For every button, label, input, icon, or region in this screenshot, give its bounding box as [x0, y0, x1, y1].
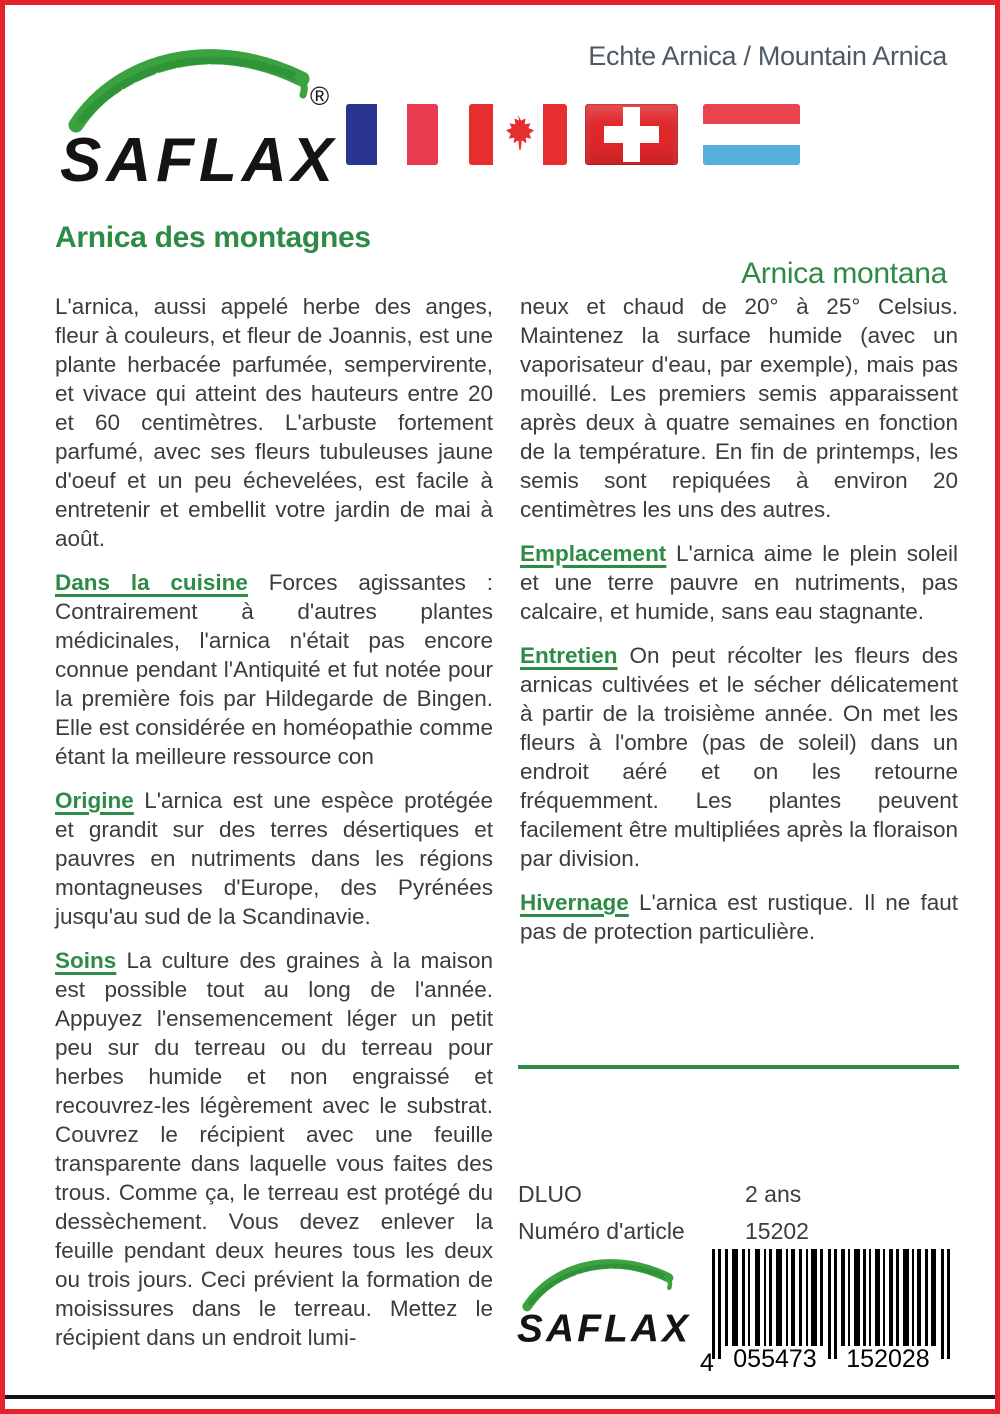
section-emplacement [520, 539, 958, 626]
barcode-right-digits: 152028 [846, 1345, 930, 1373]
registered-mark-icon: ® [310, 81, 330, 111]
barcode-prefix-digit: 4 [700, 1349, 714, 1375]
section-heading-entretien: Entretien [520, 643, 618, 668]
left-text-column [55, 292, 493, 1352]
ean-barcode [698, 1245, 963, 1380]
section-text-origine: L'arnica est une espèce protégée et grandit sur des terres désertiques et pauvres en nutriments dans les régions montagneuses d'Europe, des Pyrénées jusqu'au sud de la Scandinavie. [55, 788, 493, 929]
article-number-value: 15202 [745, 1218, 809, 1244]
right-text-column [520, 292, 958, 946]
detail-row-dluo [518, 1181, 959, 1208]
maple-leaf-icon [495, 112, 541, 158]
dluo-label: DLUO [518, 1181, 582, 1207]
bottom-cut-line [5, 1395, 995, 1399]
flag-canada-icon [469, 104, 567, 165]
product-details [518, 1181, 959, 1255]
common-names-subtitle: Echte Arnica / Mountain Arnica [588, 41, 947, 71]
flag-switzerland-icon [585, 104, 678, 165]
section-heading-soins: Soins [55, 948, 117, 973]
section-heading-cuisine: Dans la cuisine [55, 570, 248, 595]
barcode-left-digits: 055473 [733, 1345, 817, 1373]
article-number-label: Numéro d'article [518, 1218, 685, 1244]
section-heading-origine: Origine [55, 788, 134, 813]
section-heading-hivernage: Hivernage [520, 890, 629, 915]
section-soins [55, 946, 493, 1352]
continuation-paragraph: neux et chaud de 20° à 25° Celsius. Maintenez la surface humide (avec un vaporisateur d'eau, par exemple), mais pas mouillé. Les premiers semis apparaissent après deux à quatre semaines en fonction de la température. En fin de printemps, les semis sont repiquées à environ 20 centimètres les uns des autres. [520, 294, 958, 522]
detail-row-article-number [518, 1218, 959, 1245]
section-text-cuisine: Forces agissantes : Contrairement à d'autres plantes médicinales, l'arnica n'était pas encore connue pendant l'Antiquité et fut notée pour la première fois par Hildegarde de Bingen. Elle est considérée en homéopathie comme étant la meilleure ressource con [55, 570, 493, 769]
section-hivernage [520, 888, 958, 946]
flag-france-icon [346, 104, 438, 165]
section-text-entretien: On peut récolter les fleurs des arnicas cultivées et le sécher délicatement à partir de la troisième année. On met les fleurs à l'ombre (pas de soleil) dans un endroit aéré et on les retourne fréquemment. Les plantes peuvent facilement être multipliées après la floraison par division. [520, 643, 958, 871]
saflax-logo [60, 33, 360, 193]
green-divider-rule [518, 1065, 959, 1069]
section-text-emplacement: L'arnica aime le plein soleil et une terre pauvre en nutriments, pas calcaire, et humide, sans eau stagnante. [520, 541, 958, 624]
flag-luxembourg-icon [703, 104, 800, 165]
section-origine [55, 786, 493, 931]
dluo-value: 2 ans [745, 1181, 802, 1207]
latin-name-title: Arnica montana [741, 257, 947, 290]
section-text-soins: La culture des graines à la maison est possible tout au long de l'année. Appuyez l'ensemencement léger un petit peu sur du terreau ou du terreau pour herbes humide et non engraissé et recouvrez-les légèrement avec le substrat. Couvrez le récipient avec une feuille transparente dans laquelle vous faites des trous. Comme ça, le terreau est protégé du dessèchement. Vous devez enlever la feuille pendant deux heures tous les deux ou trois jours. Ceci prévient la formation de moisissures dans le terreau. Mettez le récipient dans un endroit lumi- [55, 948, 493, 1350]
section-text-hivernage: L'arnica est rustique. Il ne faut pas de protection particulière. [520, 890, 958, 944]
saflax-footer-logo [517, 1249, 705, 1353]
intro-paragraph: L'arnica, aussi appelé herbe des anges, fleur à couleurs, et fleur de Joannis, est une plante herbacée parfumée, sempervirente, et vivace qui atteint des hauteurs entre 20 et 60 centimètres. L'arbuste fortement parfumé, avec ses fleurs tubuleuses jaune d'oeuf et un peu échevelées, est facile à entretenir et embellit votre jardin de mai à août. [55, 294, 493, 551]
section-heading-emplacement: Emplacement [520, 541, 667, 566]
section-cuisine [55, 568, 493, 771]
section-entretien [520, 641, 958, 873]
page-title: Arnica des montagnes [55, 221, 371, 254]
